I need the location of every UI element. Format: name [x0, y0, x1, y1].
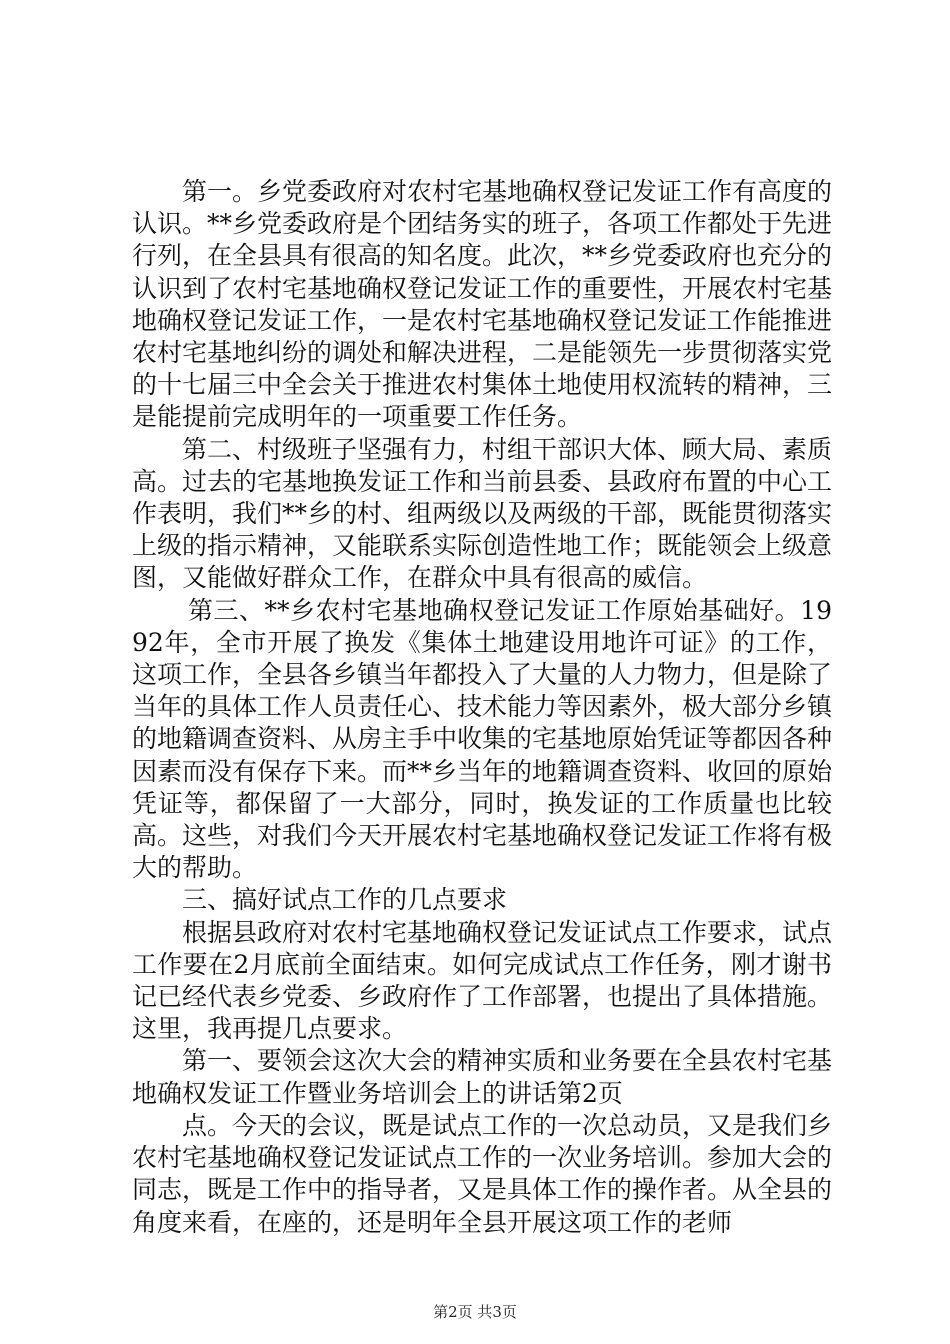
- paragraph-first: 第一。乡党委政府对农村宅基地确权登记发证工作有高度的认识。**乡党委政府是个团结务实的班子，各项工作都处于先进行列，在全县具有很高的知名度。此次，**乡党委政府也充分的认识到了农村宅基地确权登记发证工作的重要性，开展农村宅基地确权登记发证工作，一是农村宅基地确权登记发证工作能推进农村宅基地纠纷的调处和解决进程，二是能领先一步贯彻落实党的十七届三中全会关于推进农村集体土地使用权流转的精神，三是能提前完成明年的一项重要工作任务。: [132, 177, 833, 432]
- paragraph-continuation: 点。今天的会议，既是试点工作的一次总动员，又是我们乡农村宅基地确权登记发证试点工作的一次业务培训。参加大会的同志，既是工作中的指导者，又是具体工作的操作者。从全县的角度来看，在座的，还是明年全县开展这项工作的老师: [132, 1110, 833, 1237]
- page-footer: 第2页 共3页: [433, 1303, 517, 1321]
- section-heading: 三、搞好试点工作的几点要求: [182, 885, 508, 915]
- paragraph-third: 第三、**乡农村宅基地确权登记发证工作原始基础好。1992年，全市开展了换发《集体土地建设用地许可证》的工作，这项工作，全县各乡镇当年都投入了大量的人力物力，但是除了当年的具体工作人员责任心、技术能力等因素外，极大部分乡镇的地籍调查资料、从房主手中收集的宅基地原始凭证等都因各种因素而没有保存下来。而**乡当年的地籍调查资料、收回的原始凭证等，都保留了一大部分，同时，换发证的工作质量也比较高。这些，对我们今天开展农村宅基地确权登记发证工作将有极大的帮助。: [132, 595, 833, 883]
- paragraph-requirements-intro: 根据县政府对农村宅基地确权登记发证试点工作要求，试点工作要在2月底前全面结束。如何完成试点工作任务，刚才谢书记已经代表乡党委、乡政府作了工作部署，也提出了具体措施。这里，我再提几点要求。: [132, 917, 833, 1044]
- paragraph-second: 第二、村级班子坚强有力，村组干部识大体、顾大局、素质高。过去的宅基地换发证工作和当前县委、县政府布置的中心工作表明，我们**乡的村、组两级以及两级的干部，既能贯彻落实上级的指示精神，又能联系实际创造性地工作；既能领会上级意图，又能做好群众工作，在群众中具有很高的威信。: [132, 434, 833, 593]
- document-body: [132, 176, 832, 1239]
- paragraph-requirement-first: 第一、要领会这次大会的精神实质和业务要在全县农村宅基地确权发证工作暨业务培训会上的讲话第2页: [132, 1046, 833, 1108]
